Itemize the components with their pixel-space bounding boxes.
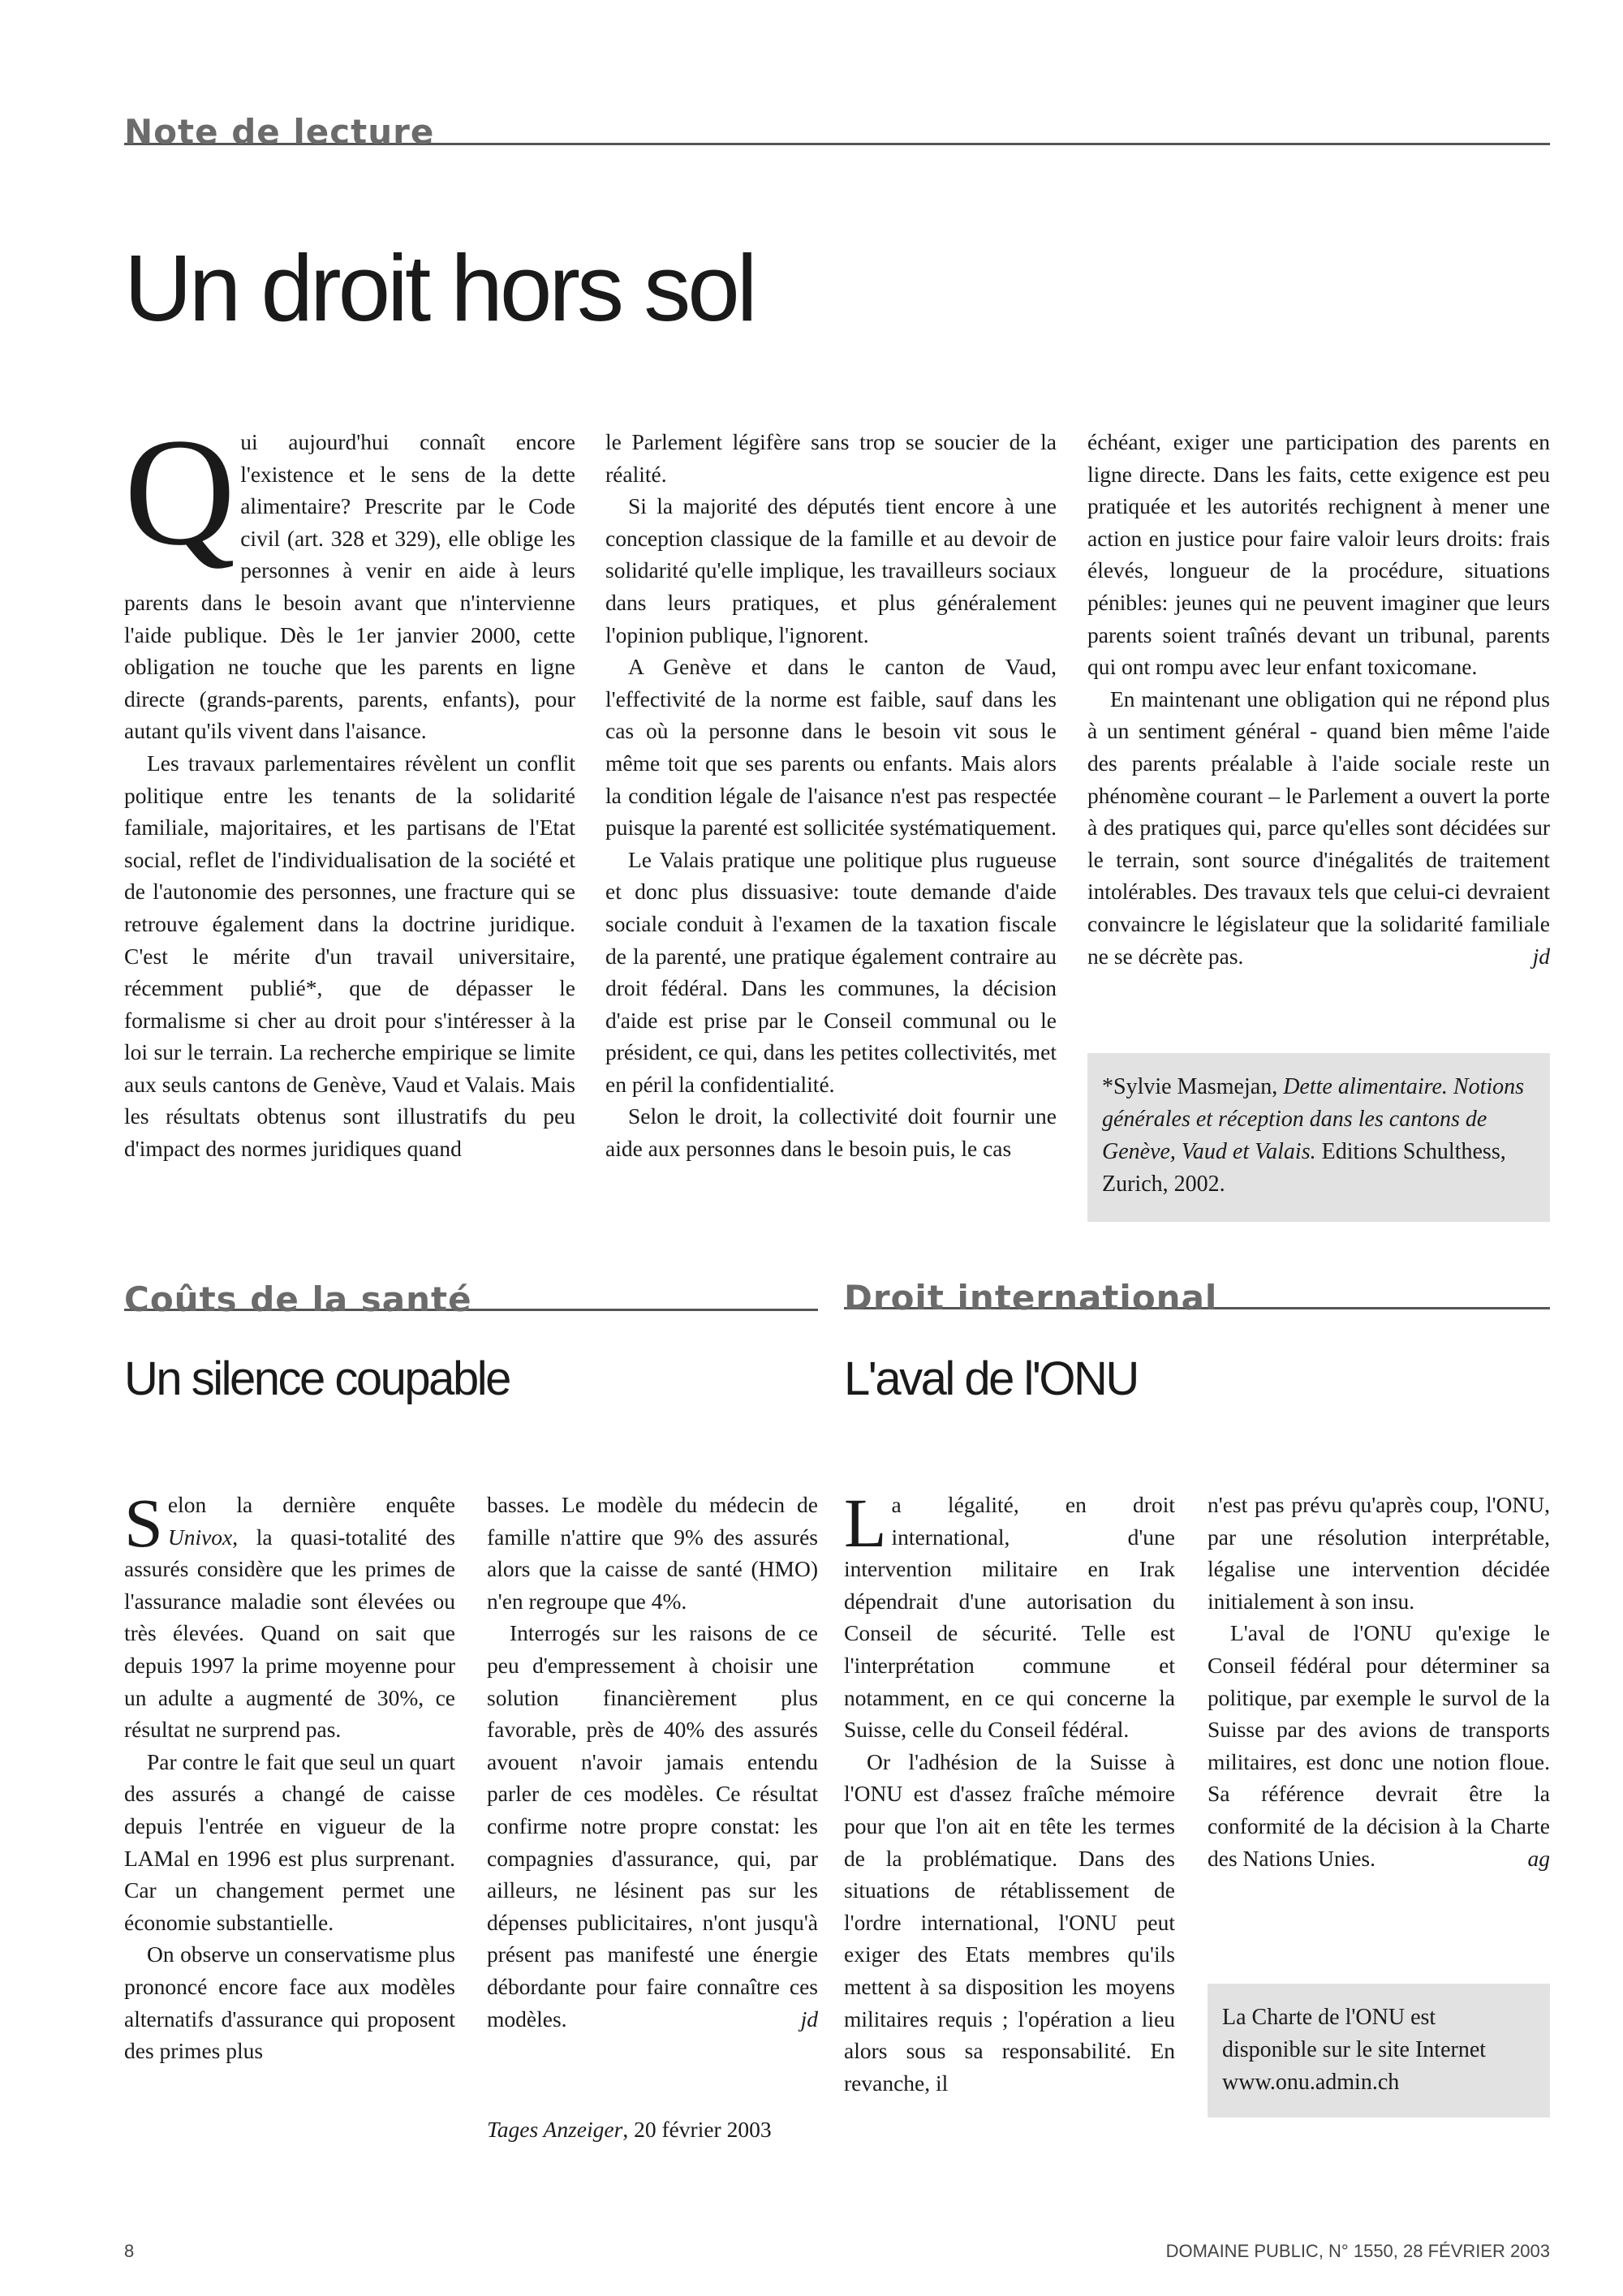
publication-info: DOMAINE PUBLIC, N° 1550, 28 FÉVRIER 2003 [1165,2241,1550,2261]
right-article-column-2 [1208,1489,1550,1874]
right-article-title: L'aval de l'ONU [844,1352,1138,1405]
author-signature: ag [1527,1845,1550,1871]
paragraph: Interrogés sur les raisons de ce peu d'empressement à choisir une solution financièrement plus favorable, près de 40% des assurés avouent n'avoir jamais entendu parler de ces modèles. Ce résultat confirme notre propre constat: les compagnies d'assurance, qui, par ailleurs, ne lésinent pas sur les dépenses publicitaires, n'ont jusqu'à présent pas manifesté une énergie débordante pour faire connaître ces modèles. jd [487,1617,818,2035]
page-number: 8 [124,2241,135,2261]
paragraph: le Parlement légifère sans trop se soucier de la réalité. [605,429,1057,487]
paragraph: La légalité, en droit international, d'une intervention militaire en Irak dépendrait d'une autorisation du Conseil de sécurité. Telle est l'interprétation commune et notamment, en ce qui concerne la Suisse, celle du Conseil fédéral. [844,1484,1175,1743]
main-article-title: Un droit hors sol [124,235,755,341]
paragraph: Le Valais pratique une politique plus rugueuse et donc plus dissuasive: toute demande d'aide sociale conduit à l'examen de la taxation fiscale de la parenté, une pratique également contraire au droit fédéral. Dans les communes, la décision d'aide est prise par le Conseil communal ou le président, ce qui, dans les petites collectivités, met en péril la confidentialité. [605,846,1057,1097]
paragraph: Si la majorité des députés tient encore à une conception classique de la famille et au devoir de solidarité qu'elle implique, les travailleurs sociaux dans leurs pratiques, et plus généralement l'opinion publique, l'ignorent. [605,493,1057,647]
drop-cap: L [844,1484,887,1562]
drop-cap: S [124,1484,163,1562]
paragraph: Or l'adhésion de la Suisse à l'ONU est d'assez fraîche mémoire pour que l'on ait en tête les termes de la problématique. Dans des situations de rétablissement de l'ordre international, l'ONU peut exiger des Etats membres qu'ils mettent à sa disposition les moyens militaires requis ; l'opération a lieu alors sous sa responsabilité. En revanche, il [844,1748,1175,2096]
section-label-droit-international: Droit international [844,1276,1550,1309]
website-note-box: La Charte de l'ONU est disponible sur le site Internet www.onu.admin.ch [1208,1984,1550,2118]
paragraph: A Genève et dans le canton de Vaud, l'effectivité de la norme est faible, sauf dans les cas où la personne dans le besoin vit sous le même toit que ses parents ou enfants. Mais alors la condition légale de l'aisance n'est pas respectée puisque la parenté est sollicitée systématiquement. [605,654,1057,841]
main-article-column-2 [605,426,1057,1165]
paragraph: L'aval de l'ONU qu'exige le Conseil fédéral pour déterminer sa politique, par exemple le survol de la Suisse par des avions de transports militaires, est donc une notion floue. Sa référence devrait être la conformité de la décision à la Charte des Nations Unies. ag [1208,1617,1550,1874]
paragraph: Qui aujourd'hui connaît encore l'existence et le sens de la dette alimentaire? Prescrite par le Code civil (art. 328 et 329), elle oblige les personnes à venir en aide à leurs parents dans le besoin avant que n'intervienne l'aide publique. Dès le 1er janvier 2000, cette obligation ne touche que les parents en ligne directe (grands-parents, parents, enfants), pour autant qu'ils vivent dans l'aisance. [124,407,575,744]
paragraph: Les travaux parlementaires révèlent un conflit politique entre les tenants de la solidarité familiale, majoritaires, et les partisans de l'Etat social, reflet de l'individualisation de la société et de l'autonomie des personnes, une fracture qui se retrouve également dans la doctrine juridique. C'est le mérite d'un travail universitaire, récemment publié*, que de dépasser le formalisme si cher au droit pour s'intéresser à la loi sur le terrain. La recherche empirique se limite aux seuls cantons de Genève, Vaud et Valais. Mais les résultats obtenus sont illustratifs du peu d'impact des normes juridiques quand [124,750,575,1162]
left-article-title: Un silence coupable [124,1352,510,1405]
paragraph: En maintenant une obligation qui ne répond plus à un sentiment général - quand bien même l'aide des parents préalable à l'aide sociale reste un phénomène courant – le Parlement a ouvert la porte à des pratiques qui, parce qu'elles sont décidées sur le terrain, sont source d'inégalités de traitement intolérables. Des travaux tels que celui-ci devraient convaincre le législateur que la solidarité familiale ne se décrète pas. jd [1087,683,1550,972]
paragraph: Selon le droit, la collectivité doit fournir une aide aux personnes dans le besoin puis, le cas [605,1103,1057,1162]
right-article-column-1 [844,1484,1175,2099]
left-article-column-1 [124,1484,455,2067]
section-label-note-de-lecture: Note de lecture [124,110,1550,145]
paragraph: basses. Le modèle du médecin de famille n'attire que 9% des assurés alors que la caisse de santé (HMO) n'en regroupe que 4%. [487,1492,818,1614]
author-signature: jd [1532,943,1550,969]
section-label-couts-de-la-sante: Coûts de la santé [124,1278,818,1311]
paragraph: On observe un conservatisme plus prononcé encore face aux modèles alternatifs d'assurance qui proposent des primes plus [124,1941,455,2064]
main-article-column-1 [124,407,575,1165]
paragraph: n'est pas prévu qu'après coup, l'ONU, par une résolution interprétable, légalise une intervention décidée initialement à son insu. [1208,1492,1550,1614]
paragraph: échéant, exiger une participation des parents en ligne directe. Dans les faits, cette exigence est peu pratiquée et les autorités rechignent à mener une action en justice pour faire valoir leurs droits: frais élevés, longueur de la procédure, situations pénibles: jeunes qui ne peuvent imaginer que leurs parents soient traînés devant un tribunal, parents qui ont rompu avec leur enfant toxicomane. [1087,429,1550,680]
drop-cap: Q [124,407,236,578]
paragraph: Par contre le fait que seul un quart des assurés a changé de caisse depuis l'entrée en vigueur de la LAMal en 1996 est plus surprenant. Car un changement permet une économie substantielle. [124,1748,455,1935]
source-citation: Tages Anzeiger, 20 février 2003 [487,2117,772,2142]
left-article-column-2 [487,1489,818,2035]
reference-note-box: *Sylvie Masmejan, Dette alimentaire. Notions générales et réception dans les cantons de Genève, Vaud et Valais. Editions Schulthess, Zurich, 2002. [1087,1053,1550,1222]
paragraph: Selon la dernière enquête Univox, la quasi-totalité des assurés considère que les primes de l'assurance maladie sont élevées ou très élevées. Quand on sait que depuis 1997 la prime moyenne pour un adulte a augmenté de 30%, ce résultat ne surprend pas. [124,1484,455,1743]
author-signature: jd [800,2006,818,2032]
main-article-column-3 [1087,426,1550,972]
